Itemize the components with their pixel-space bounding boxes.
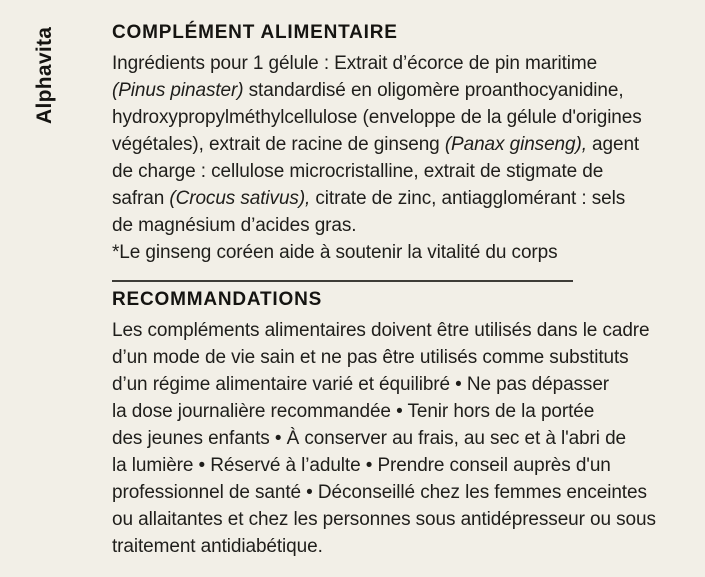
text-line: végétales), extrait de racine de ginseng (Panax ginseng), agent [112,134,640,155]
ingredients-text [112,50,692,266]
text-line: d’un régime alimentaire varié et équilibré • Ne pas dépasser [112,374,610,395]
ingredients-section [112,23,692,266]
ingredients-heading: COMPLÉMENT ALIMENTAIRE [112,22,398,43]
text-line: (Pinus pinaster) standardisé en oligomère proanthocyanidine, [112,80,624,101]
text-line: safran (Crocus sativus), citrate de zinc, antiagglomérant : sels [112,188,626,209]
text-line: des jeunes enfants • À conserver au frais, au sec et à l'abri de [112,428,627,449]
text-line: *Le ginseng coréen aide à soutenir la vitalité du corps [112,242,558,263]
text-line: la lumière • Réservé à l’adulte • Prendre conseil auprès d'un [112,455,611,476]
label-content [112,23,692,560]
text-line: de magnésium d’acides gras. [112,215,357,236]
text-line: hydroxypropylméthylcellulose (enveloppe de la gélule d'origines [112,107,642,128]
recommendations-text [112,317,692,560]
section-divider [112,280,573,282]
recommendations-section [112,290,692,560]
text-line: d’un mode de vie sain et ne pas être utilisés comme substituts [112,347,629,368]
text-line: la dose journalière recommandée • Tenir hors de la portée [112,401,595,422]
text-line: ou allaitantes et chez les personnes sous antidépresseur ou sous [112,509,656,530]
text-line: Ingrédients pour 1 gélule : Extrait d’écorce de pin maritime [112,53,598,74]
brand-name-vertical: Alphavita [33,26,56,124]
text-line: professionnel de santé • Déconseillé chez les femmes enceintes [112,482,647,503]
recommendations-heading: RECOMMANDATIONS [112,289,323,310]
text-line: de charge : cellulose microcristalline, extrait de stigmate de [112,161,604,182]
text-line: traitement antidiabétique. [112,536,323,557]
text-line: Les compléments alimentaires doivent être utilisés dans le cadre [112,320,650,341]
